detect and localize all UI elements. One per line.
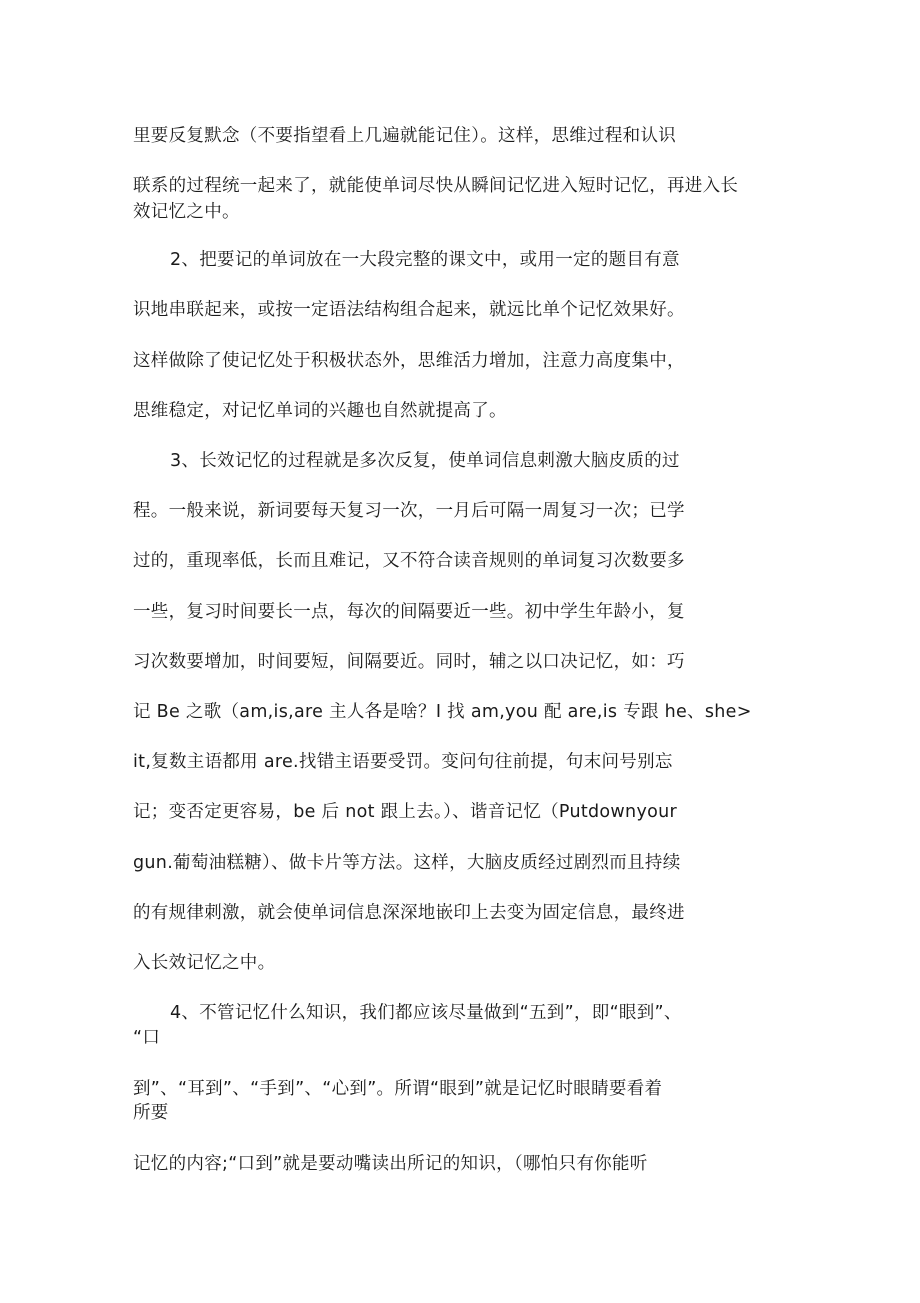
- paragraph-4-start: 4、不管记忆什么知识，我们都应该尽量做到“五到”，即“眼到”、: [170, 1003, 682, 1023]
- text-line: 到”、“耳到”、“手到”、“心到”。所谓“眼到”就是记忆时眼睛要看着: [133, 1079, 663, 1099]
- text-line: 所要: [133, 1103, 169, 1123]
- text-line: 习次数要增加，时间要短，间隔要近。同时，辅之以口决记忆，如：巧: [133, 652, 685, 672]
- text-line: 记 Be 之歌（am,is,are 主人各是啥？I 找 am,you 配 are,is 专跟 he、she>: [133, 702, 752, 722]
- text-line: 记；变否定更容易，be 后 not 跟上去。）、谐音记忆（Putdownyour: [133, 802, 677, 822]
- text-line: 的有规律刺激，就会使单词信息深深地嵌印上去变为固定信息，最终进: [133, 903, 685, 923]
- text-line: gun.葡萄油糕糖）、做卡片等方法。这样，大脑皮质经过剧烈而且持续: [133, 853, 681, 873]
- paragraph-3-start: 3、长效记忆的过程就是多次反复，使单词信息刺激大脑皮质的过: [170, 451, 680, 471]
- text-line: 记忆的内容;“口到”就是要动嘴读出所记的知识，（哪怕只有你能听: [133, 1154, 648, 1174]
- text-line: “口: [133, 1028, 161, 1048]
- text-line: 过的，重现率低，长而且难记，又不符合读音规则的单词复习次数要多: [133, 551, 685, 571]
- text-line: 识地串联起来，或按一定语法结构组合起来，就远比单个记忆效果好。: [133, 300, 685, 320]
- text-line: 程。一般来说，新词要每天复习一次，一月后可隔一周复习一次；已学: [133, 501, 685, 521]
- text-line: 一些，复习时间要长一点，每次的间隔要近一些。初中学生年龄小，复: [133, 602, 685, 622]
- text-line: 思维稳定，对记忆单词的兴趣也自然就提高了。: [133, 401, 507, 421]
- text-line: it,复数主语都用 are.找错主语要受罚。变问句往前提，句末问号别忘: [133, 752, 673, 772]
- text-line: 里要反复默念（不要指望看上几遍就能记住）。这样，思维过程和认识: [133, 126, 677, 146]
- paragraph-2-start: 2、把要记的单词放在一大段完整的课文中，或用一定的题目有意: [170, 250, 680, 270]
- text-line: 联系的过程统一起来了，就能使单词尽快从瞬间记忆进入短时记忆，再进入长: [133, 176, 739, 196]
- text-line: 效记忆之中。: [133, 202, 240, 222]
- text-line: 入长效记忆之中。: [133, 953, 276, 973]
- text-line: 这样做除了使记忆处于积极状态外，思维活力增加，注意力高度集中，: [133, 351, 685, 371]
